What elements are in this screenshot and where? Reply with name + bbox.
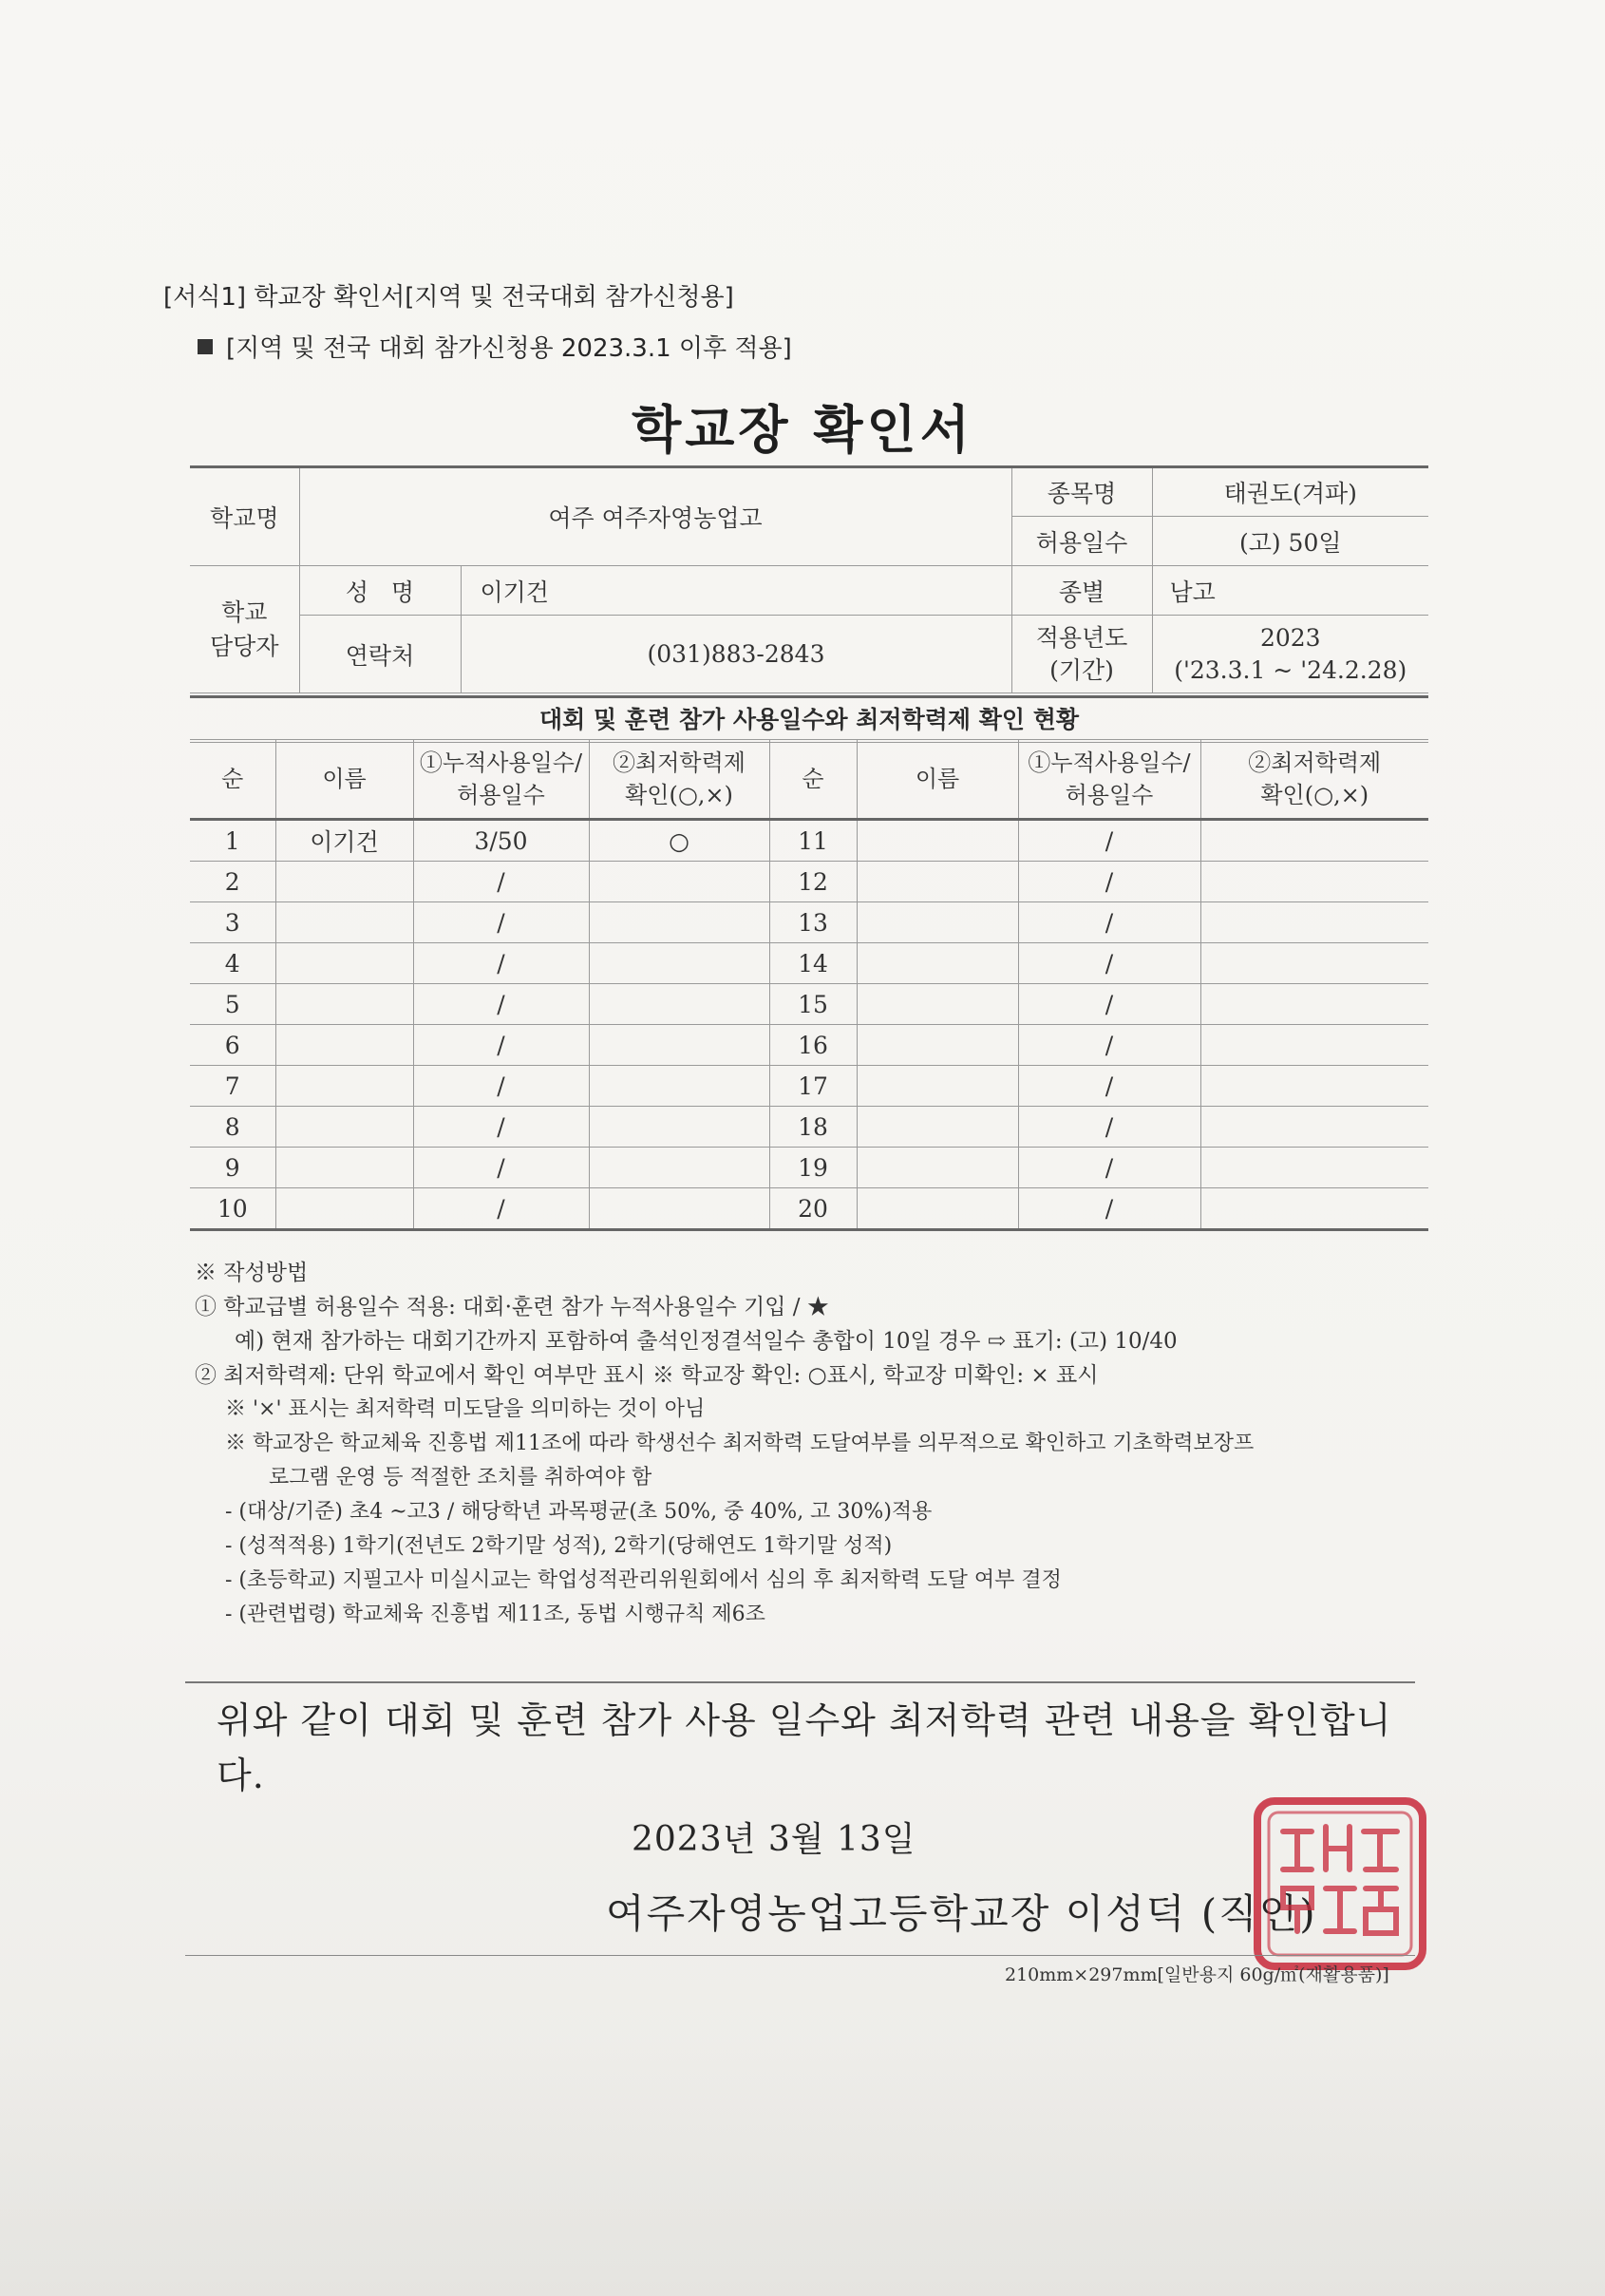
header-no-right: 순 (769, 740, 857, 820)
cell-no: 15 (769, 984, 857, 1025)
divider-top (185, 1681, 1415, 1683)
cell-name (275, 943, 413, 984)
cell-days: / (1018, 820, 1200, 862)
cell-no: 8 (190, 1107, 275, 1148)
paper-spec: 210mm×297mm[일반용지 60g/㎡(재활용품)] (1005, 1964, 1389, 1985)
cell-no: 18 (769, 1107, 857, 1148)
cell-name (857, 984, 1018, 1025)
cell-days: / (413, 902, 589, 943)
cell-check (589, 1188, 769, 1230)
cell-check: ○ (589, 820, 769, 862)
confirm-statement: 위와 같이 대회 및 훈련 참가 사용 일수와 최저학력 관련 내용을 확인합니다. (217, 1699, 1392, 1796)
cell-no: 5 (190, 984, 275, 1025)
table-row (190, 984, 1428, 1025)
contact-group-label: 학교 담당자 (190, 566, 299, 693)
cell-check (1200, 1107, 1428, 1148)
cell-name (857, 1107, 1018, 1148)
cell-days: / (1018, 1025, 1200, 1066)
table-row (190, 1025, 1428, 1066)
table-row (190, 862, 1428, 902)
divider-bottom (185, 1955, 1415, 1956)
cell-no: 7 (190, 1066, 275, 1107)
header-name-right: 이름 (857, 740, 1018, 820)
cell-days: / (1018, 1107, 1200, 1148)
cell-days: / (1018, 984, 1200, 1025)
cell-check (1200, 1066, 1428, 1107)
cell-check (1200, 862, 1428, 902)
year-value: 2023 (1259, 623, 1321, 652)
table-row (190, 1188, 1428, 1230)
form-code: [서식1] 학교장 확인서[지역 및 전국대회 참가신청용] (163, 283, 734, 312)
cell-days: 3/50 (413, 820, 589, 862)
status-title: 대회 및 훈련 참가 사용일수와 최저학력제 확인 현황 (190, 695, 1428, 743)
cell-name (275, 1025, 413, 1066)
allowed-days-value: (고) 50일 (1152, 517, 1428, 566)
cell-no: 6 (190, 1025, 275, 1066)
cell-check (589, 902, 769, 943)
cell-days: / (1018, 902, 1200, 943)
phone-label: 연락처 (299, 616, 461, 693)
note-2-b: ※ 학교장은 학교체육 진흥법 제11조에 따라 학생선수 최저학력 도달여부를 의무적으로 확인하고 기초학력보장프 (225, 1432, 1255, 1455)
notes-heading: ※ 작성방법 (195, 1261, 309, 1285)
cell-days: / (413, 1025, 589, 1066)
detail-4: - (관련법령) 학교체육 진흥법 제11조, 동법 시행규칙 제6조 (225, 1603, 765, 1626)
name-value: 이기건 (461, 566, 1011, 616)
cell-name (275, 1066, 413, 1107)
cell-check (589, 1148, 769, 1188)
header-no: 순 (190, 740, 275, 820)
cell-days: / (413, 1107, 589, 1148)
allowed-days-label: 허용일수 (1011, 517, 1152, 566)
cell-name (275, 1148, 413, 1188)
cell-days: / (1018, 862, 1200, 902)
table-row (190, 1107, 1428, 1148)
cell-name (857, 820, 1018, 862)
cell-days: / (413, 943, 589, 984)
cell-check (589, 1066, 769, 1107)
cell-name (275, 862, 413, 902)
table-row (190, 943, 1428, 984)
cell-no: 13 (769, 902, 857, 943)
signer (606, 1883, 1317, 1940)
official-seal-icon (1250, 1793, 1430, 1974)
header-days-right: ①누적사용일수/ 허용일수 (1018, 740, 1200, 820)
cell-check (1200, 820, 1428, 862)
cell-name (275, 1188, 413, 1230)
cell-no: 19 (769, 1148, 857, 1188)
cell-check (589, 1025, 769, 1066)
table-row (190, 820, 1428, 862)
detail-3: - (초등학교) 지필고사 미실시교는 학업성적관리위원회에서 심의 후 최저학력 도달 여부 결정 (225, 1568, 1062, 1592)
cell-name (857, 1148, 1018, 1188)
year-label: 적용년도 (기간) (1011, 616, 1152, 693)
period-value: ('23.3.1 ~ '24.2.28) (1174, 655, 1407, 684)
cell-check (1200, 943, 1428, 984)
confirm-date: 2023년 3월 13일 (632, 1820, 916, 1859)
cell-name (857, 1066, 1018, 1107)
cell-days: / (413, 984, 589, 1025)
name-label: 성 명 (299, 566, 461, 616)
phone-value: (031)883-2843 (461, 616, 1011, 693)
cell-no: 9 (190, 1148, 275, 1188)
cell-no: 12 (769, 862, 857, 902)
form-subtitle (198, 329, 792, 364)
cell-no: 14 (769, 943, 857, 984)
category-value: 남고 (1152, 566, 1428, 616)
event-value: 태권도(겨파) (1152, 467, 1428, 517)
cell-check (589, 943, 769, 984)
note-2: ② 최저학력제: 단위 학교에서 확인 여부만 표시 ※ 학교장 확인: ○표시, 학교장 미확인: × 표시 (195, 1363, 1099, 1388)
form-subtitle-text: [지역 및 전국 대회 참가신청용 2023.3.1 이후 적용] (226, 334, 792, 363)
cell-name (857, 1188, 1018, 1230)
school-value: 여주 여주자영농업고 (299, 467, 1011, 566)
table-row (190, 902, 1428, 943)
cell-name (275, 984, 413, 1025)
cell-name (857, 862, 1018, 902)
cell-check (1200, 1148, 1428, 1188)
info-table (190, 465, 1428, 693)
cell-check (1200, 902, 1428, 943)
note-2-a: ※ '×' 표시는 최저학력 미도달을 의미하는 것이 아님 (225, 1397, 706, 1421)
cell-no: 11 (769, 820, 857, 862)
note-1: ① 학교급별 허용일수 적용: 대회·훈련 참가 누적사용일수 기입 / ★ (195, 1295, 829, 1319)
header-name: 이름 (275, 740, 413, 820)
square-bullet-icon (198, 339, 213, 354)
category-label: 종별 (1011, 566, 1152, 616)
cell-days: / (413, 1066, 589, 1107)
cell-name (857, 902, 1018, 943)
detail-1: - (대상/기준) 초4 ~고3 / 해당학년 과목평균(초 50%, 중 40%, 고 30%)적용 (225, 1500, 933, 1524)
cell-check (589, 1107, 769, 1148)
note-1-example: 예) 현재 참가하는 대회기간까지 포함하여 출석인정결석일수 총합이 10일 경우 ⇨ 표기: (고) 10/40 (235, 1329, 1178, 1354)
cell-no: 3 (190, 902, 275, 943)
cell-check (589, 862, 769, 902)
cell-check (1200, 984, 1428, 1025)
cell-days: / (1018, 1148, 1200, 1188)
cell-no: 10 (190, 1188, 275, 1230)
cell-check (1200, 1025, 1428, 1066)
school-label: 학교명 (190, 467, 299, 566)
event-label: 종목명 (1011, 467, 1152, 517)
cell-no: 2 (190, 862, 275, 902)
header-check-right: ②최저학력제 확인(○,×) (1200, 740, 1428, 820)
cell-check (1200, 1188, 1428, 1230)
cell-no: 20 (769, 1188, 857, 1230)
signer-name: 여주자영농업고등학교장 이성덕 (606, 1890, 1187, 1937)
cell-days: / (1018, 1188, 1200, 1230)
table-row (190, 1066, 1428, 1107)
cell-name (275, 1107, 413, 1148)
paper-shadow (0, 2033, 1605, 2296)
cell-check (589, 984, 769, 1025)
header-check: ②최저학력제 확인(○,×) (589, 740, 769, 820)
cell-days: / (413, 1148, 589, 1188)
note-2-b-cont: 로그램 운영 등 적절한 조치를 취하여야 함 (269, 1466, 652, 1490)
document-title: 학교장 확인서 (632, 400, 973, 460)
cell-no: 17 (769, 1066, 857, 1107)
cell-name (857, 943, 1018, 984)
cell-days: / (1018, 943, 1200, 984)
cell-name: 이기건 (275, 820, 413, 862)
instructions (195, 1256, 1429, 1632)
cell-no: 4 (190, 943, 275, 984)
cell-name (857, 1025, 1018, 1066)
status-header-row (190, 740, 1428, 820)
status-table (190, 739, 1428, 1231)
detail-2: - (성적적용) 1학기(전년도 2학기말 성적), 2학기(당해연도 1학기말 성적) (225, 1534, 893, 1558)
cell-name (275, 902, 413, 943)
status-rows (190, 820, 1428, 1230)
cell-no: 1 (190, 820, 275, 862)
cell-days: / (1018, 1066, 1200, 1107)
cell-days: / (413, 862, 589, 902)
header-days: ①누적사용일수/ 허용일수 (413, 740, 589, 820)
seal-mark: (직인) (1200, 1890, 1317, 1937)
cell-no: 16 (769, 1025, 857, 1066)
cell-days: / (413, 1188, 589, 1230)
year-cell (1152, 616, 1428, 693)
table-row (190, 1148, 1428, 1188)
